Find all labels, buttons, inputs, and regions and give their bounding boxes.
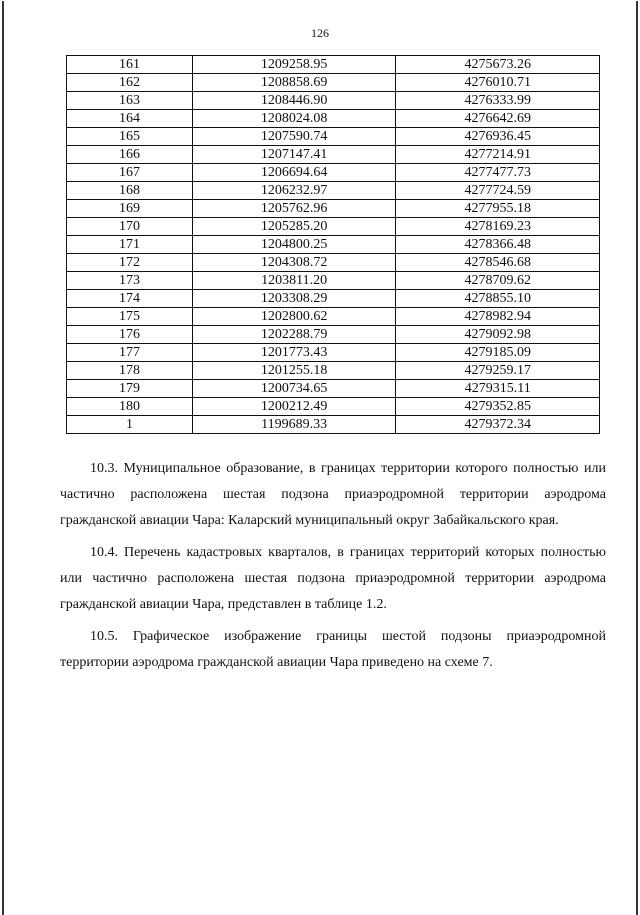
point-number-cell: 166	[67, 146, 193, 164]
x-coordinate-cell: 1207590.74	[192, 128, 396, 146]
table-row	[67, 236, 600, 254]
x-coordinate-cell: 1204308.72	[192, 254, 396, 272]
x-coordinate-cell: 1209258.95	[192, 56, 396, 74]
y-coordinate-cell: 4278546.68	[396, 254, 600, 272]
x-coordinate-cell: 1199689.33	[192, 416, 396, 434]
point-number-cell: 165	[67, 128, 193, 146]
table-row	[67, 128, 600, 146]
point-number-cell: 163	[67, 92, 193, 110]
y-coordinate-cell: 4279372.34	[396, 416, 600, 434]
table-row	[67, 272, 600, 290]
y-coordinate-cell: 4277955.18	[396, 200, 600, 218]
y-coordinate-cell: 4278709.62	[396, 272, 600, 290]
point-number-cell: 177	[67, 344, 193, 362]
point-number-cell: 179	[67, 380, 193, 398]
x-coordinate-cell: 1208024.08	[192, 110, 396, 128]
point-number-cell: 176	[67, 326, 193, 344]
table-row	[67, 56, 600, 74]
y-coordinate-cell: 4279352.85	[396, 398, 600, 416]
point-number-cell: 178	[67, 362, 193, 380]
point-number-cell: 168	[67, 182, 193, 200]
x-coordinate-cell: 1202288.79	[192, 326, 396, 344]
table-row	[67, 200, 600, 218]
point-number-cell: 174	[67, 290, 193, 308]
paragraph-10-5: 10.5. Графическое изображение границы шестой подзоны приаэродромной территории аэродрома гражданской авиации Чара приведено на схеме 7.	[60, 629, 606, 670]
y-coordinate-cell: 4277724.59	[396, 182, 600, 200]
body-text	[60, 456, 606, 682]
table-row	[67, 92, 600, 110]
y-coordinate-cell: 4275673.26	[396, 56, 600, 74]
y-coordinate-cell: 4277477.73	[396, 164, 600, 182]
point-number-cell: 172	[67, 254, 193, 272]
point-number-cell: 164	[67, 110, 193, 128]
table-row	[67, 398, 600, 416]
page-number: 126	[311, 26, 329, 40]
table-row	[67, 308, 600, 326]
x-coordinate-cell: 1208858.69	[192, 74, 396, 92]
y-coordinate-cell: 4276010.71	[396, 74, 600, 92]
x-coordinate-cell: 1204800.25	[192, 236, 396, 254]
point-number-cell: 161	[67, 56, 193, 74]
paragraph-10-3: 10.3. Муниципальное образование, в границах территории которого полностью или частично расположена шестая подзона приаэродромной территории аэродрома гражданской авиации Чара: Каларский муниципальный округ Забайкальского края.	[60, 461, 606, 528]
table-row	[67, 218, 600, 236]
table-row	[67, 362, 600, 380]
point-number-cell: 162	[67, 74, 193, 92]
x-coordinate-cell: 1205285.20	[192, 218, 396, 236]
x-coordinate-cell: 1203811.20	[192, 272, 396, 290]
table-row	[67, 110, 600, 128]
table-row	[67, 146, 600, 164]
y-coordinate-cell: 4278169.23	[396, 218, 600, 236]
x-coordinate-cell: 1207147.41	[192, 146, 396, 164]
y-coordinate-cell: 4278366.48	[396, 236, 600, 254]
y-coordinate-cell: 4279259.17	[396, 362, 600, 380]
coordinates-table	[66, 55, 600, 434]
x-coordinate-cell: 1202800.62	[192, 308, 396, 326]
table-row	[67, 416, 600, 434]
y-coordinate-cell: 4279315.11	[396, 380, 600, 398]
table-row	[67, 164, 600, 182]
table-row	[67, 74, 600, 92]
x-coordinate-cell: 1200212.49	[192, 398, 396, 416]
table-row	[67, 182, 600, 200]
x-coordinate-cell: 1200734.65	[192, 380, 396, 398]
coordinates-table-body	[67, 56, 600, 434]
y-coordinate-cell: 4279092.98	[396, 326, 600, 344]
y-coordinate-cell: 4276333.99	[396, 92, 600, 110]
y-coordinate-cell: 4276936.45	[396, 128, 600, 146]
x-coordinate-cell: 1205762.96	[192, 200, 396, 218]
y-coordinate-cell: 4278855.10	[396, 290, 600, 308]
paragraph-10-4: 10.4. Перечень кадастровых кварталов, в границах территорий которых полностью или частично расположена шестая подзона приаэродромной территории аэродрома гражданской авиации Чара, представлен в таблице 1.2.	[60, 545, 606, 612]
x-coordinate-cell: 1206232.97	[192, 182, 396, 200]
x-coordinate-cell: 1208446.90	[192, 92, 396, 110]
y-coordinate-cell: 4278982.94	[396, 308, 600, 326]
point-number-cell: 171	[67, 236, 193, 254]
y-coordinate-cell: 4277214.91	[396, 146, 600, 164]
table-row	[67, 344, 600, 362]
x-coordinate-cell: 1203308.29	[192, 290, 396, 308]
point-number-cell: 173	[67, 272, 193, 290]
point-number-cell: 169	[67, 200, 193, 218]
table-row	[67, 380, 600, 398]
point-number-cell: 170	[67, 218, 193, 236]
x-coordinate-cell: 1206694.64	[192, 164, 396, 182]
table-row	[67, 290, 600, 308]
point-number-cell: 175	[67, 308, 193, 326]
y-coordinate-cell: 4279185.09	[396, 344, 600, 362]
point-number-cell: 167	[67, 164, 193, 182]
point-number-cell: 1	[67, 416, 193, 434]
table-row	[67, 326, 600, 344]
x-coordinate-cell: 1201773.43	[192, 344, 396, 362]
y-coordinate-cell: 4276642.69	[396, 110, 600, 128]
x-coordinate-cell: 1201255.18	[192, 362, 396, 380]
point-number-cell: 180	[67, 398, 193, 416]
table-row	[67, 254, 600, 272]
